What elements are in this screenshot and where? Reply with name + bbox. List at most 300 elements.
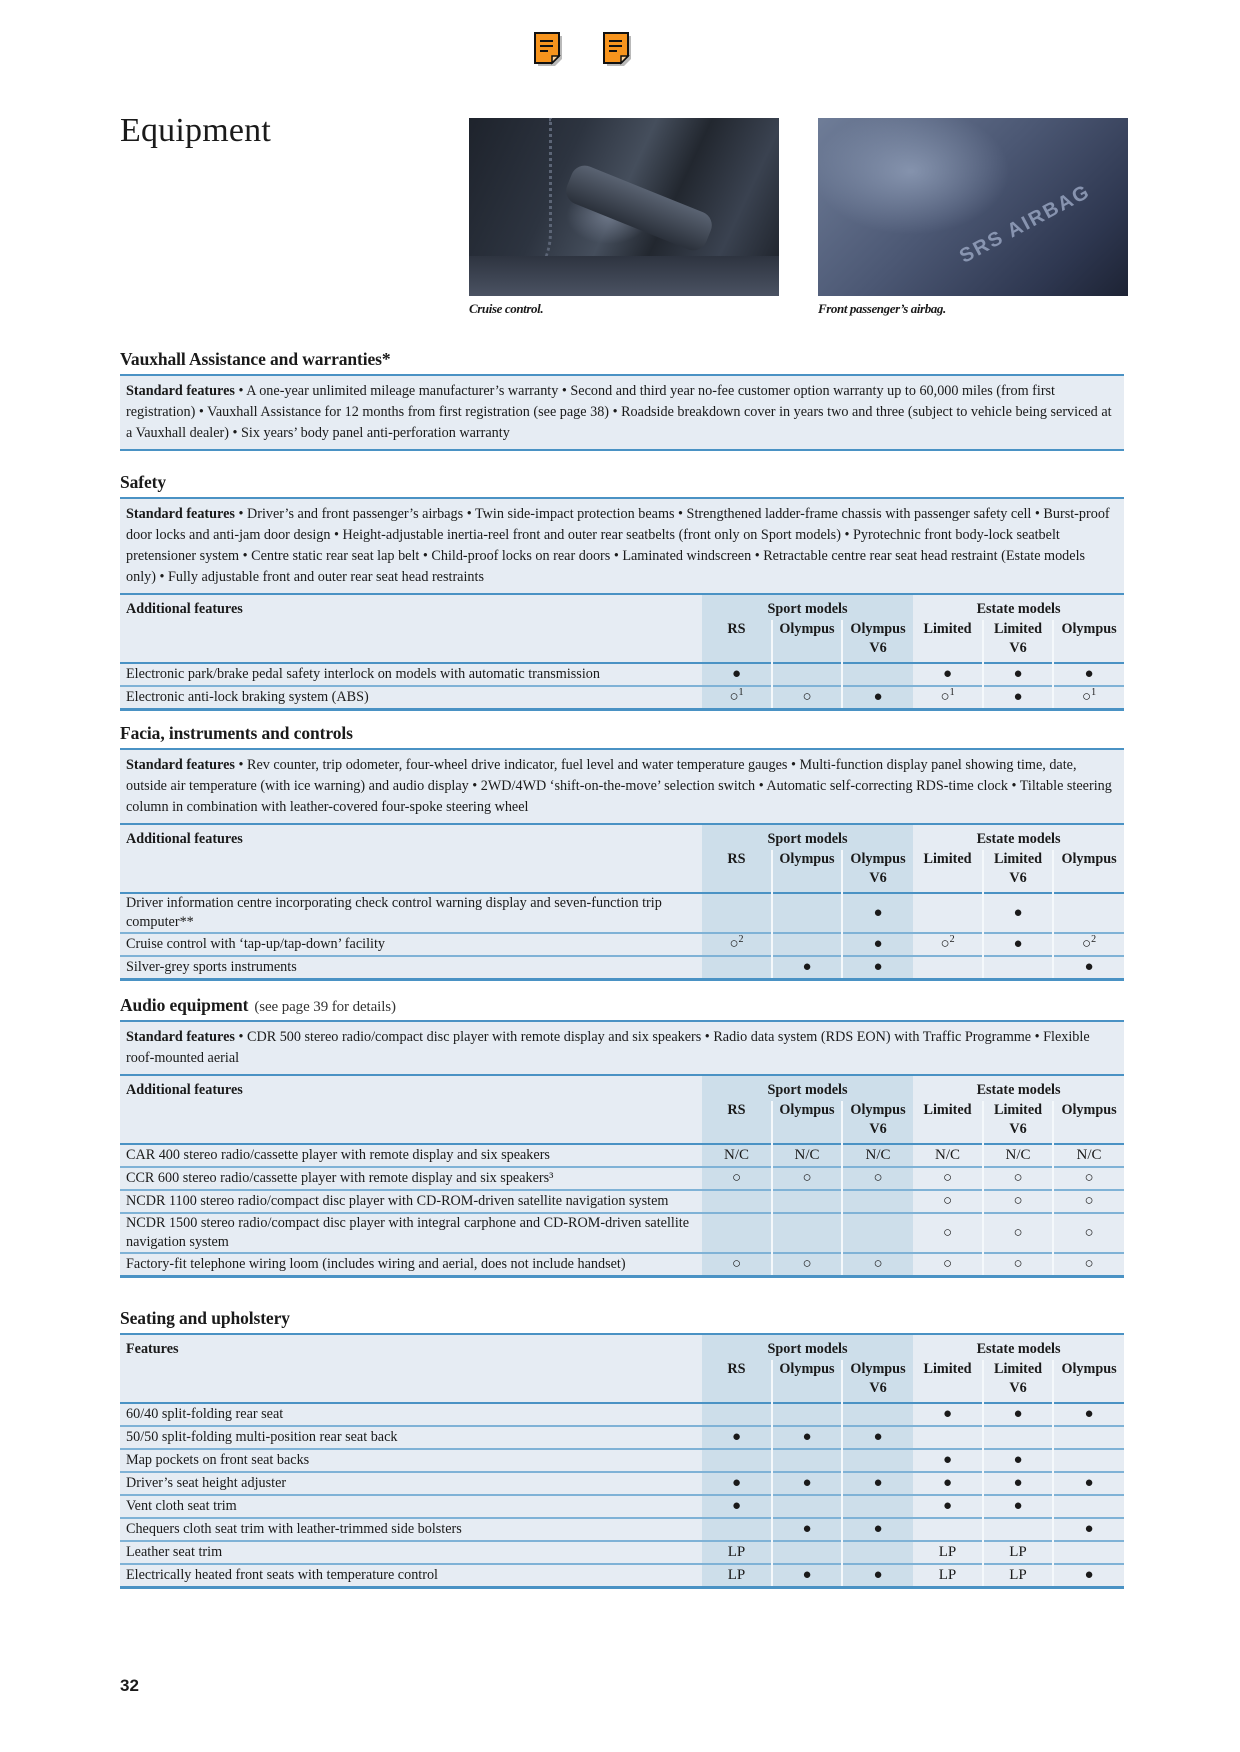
standard-dot-icon: ●	[802, 1429, 812, 1445]
availability-cell	[702, 1190, 772, 1213]
availability-cell	[702, 1449, 772, 1472]
group-estate-models: Estate models	[913, 824, 1124, 850]
availability-cell	[702, 933, 772, 956]
cell-value: N/C	[935, 1147, 961, 1163]
availability-cell	[1053, 1495, 1124, 1518]
availability-cell	[983, 933, 1053, 956]
cell-value: N/C	[1076, 1147, 1102, 1163]
column-header-row	[120, 1101, 1124, 1144]
standard-features-text: • CDR 500 stereo radio/compact disc player with remote display and six speakers • Radio data system (RDS EON) with Traffic Programme • Flexible roof-mounted aerial	[126, 1029, 1090, 1066]
column-header-estate-2	[1053, 850, 1124, 893]
section-heading: Safety	[120, 472, 167, 492]
table-row	[120, 1472, 1124, 1495]
availability-cell	[983, 956, 1053, 980]
photo-caption: Front passenger’s airbag.	[818, 301, 946, 316]
table-row	[120, 893, 1124, 933]
availability-cell	[1053, 1518, 1124, 1541]
photo-caption: Cruise control.	[469, 301, 544, 316]
option-circle-icon: ○	[940, 689, 950, 705]
model-variant	[777, 639, 837, 658]
table-row	[120, 1190, 1124, 1213]
availability-cell	[1053, 1564, 1124, 1588]
column-header-sport-1	[772, 850, 842, 893]
column-header-estate-1	[983, 620, 1053, 663]
column-header-sport-1	[772, 1101, 842, 1144]
feature-name: 50/50 split-folding multi-position rear seat back	[120, 1426, 702, 1449]
standard-features	[120, 497, 1124, 593]
availability-cell	[913, 1518, 983, 1541]
standard-dot-icon: ●	[1084, 1475, 1094, 1491]
availability-cell	[913, 933, 983, 956]
steering-wheel-rim	[469, 256, 779, 296]
standard-features-label: Standard features	[126, 383, 235, 399]
feature-name: Leather seat trim	[120, 1541, 702, 1564]
availability-cell	[983, 1213, 1053, 1253]
availability-cell	[1053, 663, 1124, 686]
availability-cell	[1053, 1253, 1124, 1277]
option-circle-icon: ○	[802, 689, 812, 705]
airbag-photo	[818, 118, 1128, 296]
standard-dot-icon: ●	[1084, 666, 1094, 682]
model-variant: V6	[1009, 870, 1027, 886]
column-header-sport-2	[842, 1360, 913, 1403]
availability-cell	[842, 1564, 913, 1588]
group-sport-models: Sport models	[702, 824, 913, 850]
standard-dot-icon: ●	[1084, 1521, 1094, 1537]
cell-value: LP	[938, 1544, 957, 1560]
model-name: Olympus	[779, 1361, 835, 1377]
availability-cell	[1053, 1541, 1124, 1564]
cell-value: N/C	[794, 1147, 820, 1163]
model-name: Limited	[923, 851, 972, 867]
note-icon[interactable]	[602, 31, 632, 67]
standard-features-text: • Rev counter, trip odometer, four-wheel drive indicator, fuel level and water temperature gauges • Multi-function display panel showing time, date, outside air temperature (with ice warning) and audio display • 2WD/4WD ‘shift-on-the-move’ selection switch • Automatic self-correcting RDS-time clock • Tiltable steering column in combination with leather-covered four-spoke steering wheel	[126, 757, 1112, 815]
model-variant: V6	[869, 1380, 887, 1396]
option-circle-icon: ○	[943, 1170, 953, 1186]
availability-cell	[913, 1253, 983, 1277]
header-spacer	[120, 850, 702, 893]
standard-features-text: • A one-year unlimited mileage manufacturer’s warranty • Second and third year no-fee customer option warranty up to 60,000 miles (from first registration) • Vauxhall Assistance for 12 months from first registration (see page 38) • Roadside breakdown cover in years two and three (subject to vehicle being serviced at a Vauxhall dealer) • Six years’ body panel anti-perforation warranty	[126, 383, 1112, 441]
model-name: Limited	[923, 1102, 972, 1118]
feature-name: 60/40 split-folding rear seat	[120, 1403, 702, 1426]
availability-cell	[842, 1167, 913, 1190]
availability-cell	[702, 686, 772, 710]
availability-cell	[702, 1472, 772, 1495]
availability-cell	[913, 1213, 983, 1253]
availability-cell	[702, 1253, 772, 1277]
availability-cell	[772, 1144, 842, 1167]
option-circle-icon: ○	[1084, 1193, 1094, 1209]
availability-cell	[702, 1213, 772, 1253]
availability-cell	[913, 686, 983, 710]
availability-cell	[772, 933, 842, 956]
standard-features	[120, 748, 1124, 823]
group-estate-models: Estate models	[913, 1075, 1124, 1101]
standard-dot-icon: ●	[1013, 936, 1023, 952]
availability-cell	[772, 956, 842, 980]
standard-features-text: • Driver’s and front passenger’s airbags • Twin side-impact protection beams • Strengthened ladder-frame chassis with passenger safety cell • Burst-proof door locks and anti-jam door design • Height-adjustable inertia-reel front and outer rear seatbelts (front only on Sport models) • Pyrotechnic front body-lock seatbelt pretensioner system • Centre static rear seat lap belt • Child-proof locks on rear doors • Laminated windscreen • Retractable centre rear seat head restraint (Estate models only) • Fully adjustable front and outer rear seat head restraints	[126, 506, 1110, 585]
column-group-header	[120, 594, 1124, 620]
availability-cell	[913, 956, 983, 980]
availability-cell	[1053, 1403, 1124, 1426]
column-header-sport-2	[842, 620, 913, 663]
table-row	[120, 686, 1124, 710]
standard-dot-icon: ●	[1013, 666, 1023, 682]
availability-cell	[1053, 1190, 1124, 1213]
standard-features-label: Standard features	[126, 1029, 235, 1045]
model-variant	[917, 639, 978, 658]
model-name: RS	[727, 1102, 746, 1118]
option-circle-icon: ○	[873, 1256, 883, 1272]
availability-cell	[1053, 1213, 1124, 1253]
availability-cell	[772, 686, 842, 710]
table-row	[120, 663, 1124, 686]
model-name: Limited	[993, 851, 1043, 867]
model-name: Olympus	[1061, 1361, 1117, 1377]
model-name: Olympus	[1061, 1102, 1117, 1118]
availability-cell	[983, 663, 1053, 686]
availability-cell	[842, 1213, 913, 1253]
section-heading-text: Audio equipment	[120, 995, 249, 1015]
model-name: Olympus	[1061, 851, 1117, 867]
model-variant	[1058, 869, 1120, 888]
section-facia	[120, 723, 1124, 981]
feature-name: Electronic anti-lock braking system (ABS)	[120, 686, 702, 710]
availability-cell	[983, 1190, 1053, 1213]
availability-cell	[983, 893, 1053, 933]
availability-cell	[702, 663, 772, 686]
option-circle-icon: ○	[943, 1193, 953, 1209]
availability-cell	[702, 1426, 772, 1449]
availability-cell	[913, 1403, 983, 1426]
availability-cell	[772, 1253, 842, 1277]
availability-cell	[772, 1426, 842, 1449]
section-heading: Facia, instruments and controls	[120, 723, 353, 743]
availability-cell	[842, 1449, 913, 1472]
model-variant	[777, 1379, 837, 1398]
table-row	[120, 1144, 1124, 1167]
model-name: RS	[727, 621, 746, 637]
model-variant	[706, 869, 767, 888]
availability-cell	[842, 1253, 913, 1277]
standard-dot-icon: ●	[1013, 1406, 1023, 1422]
availability-cell	[842, 1495, 913, 1518]
section-warranty	[120, 349, 1124, 451]
availability-cell	[913, 1541, 983, 1564]
availability-cell	[772, 663, 842, 686]
availability-cell	[772, 1167, 842, 1190]
model-variant: V6	[869, 640, 887, 656]
column-header-estate-1	[983, 850, 1053, 893]
standard-dot-icon: ●	[1013, 1452, 1023, 1468]
availability-cell	[772, 1564, 842, 1588]
feature-name: Factory-fit telephone wiring loom (includes wiring and aerial, does not include handset)	[120, 1253, 702, 1277]
table-row	[120, 1564, 1124, 1588]
availability-cell	[842, 686, 913, 710]
availability-cell	[842, 1403, 913, 1426]
availability-cell	[913, 1426, 983, 1449]
availability-cell	[772, 893, 842, 933]
availability-cell	[1053, 1144, 1124, 1167]
column-header-sport-0	[702, 1101, 772, 1144]
model-name: Olympus	[779, 621, 835, 637]
section-audio	[120, 995, 1124, 1278]
availability-cell	[842, 933, 913, 956]
group-estate-models: Estate models	[913, 594, 1124, 620]
availability-cell	[842, 1144, 913, 1167]
header-spacer	[120, 1360, 702, 1403]
model-name: Limited	[923, 621, 972, 637]
feature-table	[120, 1074, 1124, 1278]
feature-table	[120, 1333, 1124, 1589]
availability-cell	[913, 893, 983, 933]
column-header-sport-0	[702, 1360, 772, 1403]
group-estate-models: Estate models	[913, 1334, 1124, 1360]
footnote-ref: 1	[949, 687, 955, 698]
availability-cell	[842, 1518, 913, 1541]
feature-name: Driver’s seat height adjuster	[120, 1472, 702, 1495]
feature-name: Vent cloth seat trim	[120, 1495, 702, 1518]
option-circle-icon: ○	[940, 936, 950, 952]
availability-cell	[983, 1426, 1053, 1449]
model-name: Olympus	[850, 851, 906, 867]
cell-value: N/C	[1005, 1147, 1031, 1163]
availability-cell	[842, 1472, 913, 1495]
feature-name: Silver-grey sports instruments	[120, 956, 702, 980]
availability-cell	[983, 1449, 1053, 1472]
column-header-sport-2	[842, 850, 913, 893]
standard-dot-icon: ●	[1084, 1567, 1094, 1583]
availability-cell	[702, 1564, 772, 1588]
model-variant	[706, 1379, 767, 1398]
option-circle-icon: ○	[943, 1256, 953, 1272]
availability-cell	[983, 1495, 1053, 1518]
model-name: Limited	[923, 1361, 972, 1377]
section-safety	[120, 472, 1124, 711]
standard-dot-icon: ●	[943, 1475, 953, 1491]
standard-dot-icon: ●	[1013, 1475, 1023, 1491]
cell-value: LP	[727, 1567, 746, 1583]
availability-cell	[702, 1518, 772, 1541]
option-circle-icon: ○	[729, 936, 739, 952]
note-icon[interactable]	[533, 31, 563, 67]
table-row	[120, 1518, 1124, 1541]
column-header-estate-2	[1053, 1360, 1124, 1403]
cell-value: LP	[1009, 1567, 1027, 1583]
availability-cell	[772, 1541, 842, 1564]
availability-cell	[842, 1190, 913, 1213]
table-row	[120, 1426, 1124, 1449]
table-label: Additional features	[120, 594, 702, 620]
availability-cell	[983, 1144, 1053, 1167]
column-header-row	[120, 850, 1124, 893]
group-sport-models: Sport models	[702, 594, 913, 620]
section-heading	[120, 995, 1124, 1016]
footnote-ref: 2	[949, 934, 955, 945]
model-name: Limited	[993, 1361, 1043, 1377]
standard-features	[120, 1020, 1124, 1074]
column-header-estate-0	[913, 1101, 983, 1144]
feature-name: Map pockets on front seat backs	[120, 1449, 702, 1472]
table-label: Features	[120, 1334, 702, 1360]
option-circle-icon: ○	[802, 1256, 812, 1272]
cruise-control-stalk	[562, 161, 716, 254]
feature-name: Electronic park/brake pedal safety interlock on models with automatic transmission	[120, 663, 702, 686]
table-row	[120, 1541, 1124, 1564]
cell-value: N/C	[723, 1147, 749, 1163]
option-circle-icon: ○	[1013, 1256, 1023, 1272]
column-header-estate-1	[983, 1360, 1053, 1403]
model-name: Limited	[993, 1102, 1043, 1118]
option-circle-icon: ○	[873, 1170, 883, 1186]
standard-features-label: Standard features	[126, 757, 235, 773]
table-label: Additional features	[120, 824, 702, 850]
standard-dot-icon: ●	[873, 1521, 883, 1537]
standard-dot-icon: ●	[873, 904, 883, 921]
column-header-row	[120, 1360, 1124, 1403]
standard-dot-icon: ●	[802, 1521, 812, 1537]
availability-cell	[1053, 1449, 1124, 1472]
standard-dot-icon: ●	[1013, 689, 1023, 705]
see-page-note[interactable]: (see page 39 for details)	[254, 999, 396, 1015]
header-spacer	[120, 620, 702, 663]
section-seating	[120, 1308, 1124, 1589]
standard-dot-icon: ●	[943, 1452, 953, 1468]
header-spacer	[120, 1101, 702, 1144]
model-variant: V6	[1009, 640, 1027, 656]
standard-dot-icon: ●	[873, 959, 883, 975]
standard-dot-icon: ●	[943, 1498, 953, 1514]
availability-cell	[1053, 1167, 1124, 1190]
availability-cell	[913, 663, 983, 686]
option-circle-icon: ○	[1013, 1170, 1023, 1186]
option-circle-icon: ○	[1082, 936, 1092, 952]
model-name: Olympus	[779, 851, 835, 867]
column-header-sport-1	[772, 620, 842, 663]
availability-cell	[842, 1541, 913, 1564]
column-header-sport-0	[702, 620, 772, 663]
availability-cell	[702, 1167, 772, 1190]
standard-features	[120, 374, 1124, 451]
model-variant	[777, 1120, 837, 1139]
availability-cell	[702, 956, 772, 980]
standard-dot-icon: ●	[1013, 904, 1023, 921]
availability-cell	[772, 1495, 842, 1518]
option-circle-icon: ○	[1082, 689, 1092, 705]
footnote-ref: 1	[1091, 687, 1097, 698]
standard-dot-icon: ●	[802, 959, 812, 975]
group-sport-models: Sport models	[702, 1334, 913, 1360]
option-circle-icon: ○	[729, 689, 739, 705]
option-circle-icon: ○	[1084, 1224, 1094, 1241]
model-name: Olympus	[1061, 621, 1117, 637]
model-name: Olympus	[779, 1102, 835, 1118]
feature-name: Electrically heated front seats with temperature control	[120, 1564, 702, 1588]
availability-cell	[842, 893, 913, 933]
availability-cell	[983, 1541, 1053, 1564]
table-row	[120, 1213, 1124, 1253]
availability-cell	[1053, 956, 1124, 980]
option-circle-icon: ○	[1084, 1256, 1094, 1272]
availability-cell	[1053, 933, 1124, 956]
column-header-estate-0	[913, 620, 983, 663]
standard-dot-icon: ●	[731, 1498, 742, 1514]
model-variant: V6	[1009, 1121, 1027, 1137]
availability-cell	[983, 1253, 1053, 1277]
column-group-header	[120, 1075, 1124, 1101]
option-circle-icon: ○	[731, 1256, 742, 1272]
model-variant	[917, 869, 978, 888]
table-row	[120, 933, 1124, 956]
option-circle-icon: ○	[1013, 1224, 1023, 1241]
standard-dot-icon: ●	[873, 1475, 883, 1491]
model-name: Olympus	[850, 1361, 906, 1377]
standard-dot-icon: ●	[731, 1429, 742, 1445]
availability-cell	[772, 1518, 842, 1541]
table-row	[120, 1253, 1124, 1277]
feature-table	[120, 823, 1124, 981]
availability-cell	[983, 1564, 1053, 1588]
model-variant: V6	[869, 1121, 887, 1137]
table-row	[120, 1495, 1124, 1518]
model-variant: V6	[869, 870, 887, 886]
standard-dot-icon: ●	[731, 1475, 742, 1491]
availability-cell	[913, 1190, 983, 1213]
feature-name: Cruise control with ‘tap-up/tap-down’ facility	[120, 933, 702, 956]
standard-dot-icon: ●	[1084, 959, 1094, 975]
column-header-estate-0	[913, 850, 983, 893]
availability-cell	[983, 1403, 1053, 1426]
availability-cell	[842, 956, 913, 980]
availability-cell	[702, 1144, 772, 1167]
availability-cell	[983, 1472, 1053, 1495]
availability-cell	[772, 1449, 842, 1472]
model-variant	[1058, 1120, 1120, 1139]
section-heading: Seating and upholstery	[120, 1308, 290, 1328]
column-header-sport-2	[842, 1101, 913, 1144]
availability-cell	[772, 1190, 842, 1213]
standard-dot-icon: ●	[873, 1567, 883, 1583]
table-label: Additional features	[120, 1075, 702, 1101]
availability-cell	[913, 1472, 983, 1495]
standard-dot-icon: ●	[1084, 1406, 1094, 1422]
model-variant	[917, 1120, 978, 1139]
table-row	[120, 956, 1124, 980]
column-group-header	[120, 824, 1124, 850]
feature-table	[120, 593, 1124, 711]
feature-name: CCR 600 stereo radio/cassette player with remote display and six speakers³	[120, 1167, 702, 1190]
availability-cell	[1053, 686, 1124, 710]
availability-cell	[842, 663, 913, 686]
standard-features-label: Standard features	[126, 506, 235, 522]
footnote-ref: 1	[738, 687, 744, 698]
feature-name: NCDR 1500 stereo radio/compact disc player with integral carphone and CD-ROM-driven satellite navigation system	[120, 1213, 702, 1253]
standard-dot-icon: ●	[943, 666, 953, 682]
availability-cell	[702, 1495, 772, 1518]
column-group-header	[120, 1334, 1124, 1360]
model-variant	[706, 639, 767, 658]
availability-cell	[842, 1426, 913, 1449]
option-circle-icon: ○	[1013, 1193, 1023, 1209]
availability-cell	[1053, 1472, 1124, 1495]
standard-dot-icon: ●	[873, 936, 883, 952]
table-row	[120, 1449, 1124, 1472]
footnote-ref: 2	[738, 934, 744, 945]
standard-dot-icon: ●	[802, 1567, 812, 1583]
column-header-sport-1	[772, 1360, 842, 1403]
availability-cell	[913, 1144, 983, 1167]
feature-name: Chequers cloth seat trim with leather-trimmed side bolsters	[120, 1518, 702, 1541]
